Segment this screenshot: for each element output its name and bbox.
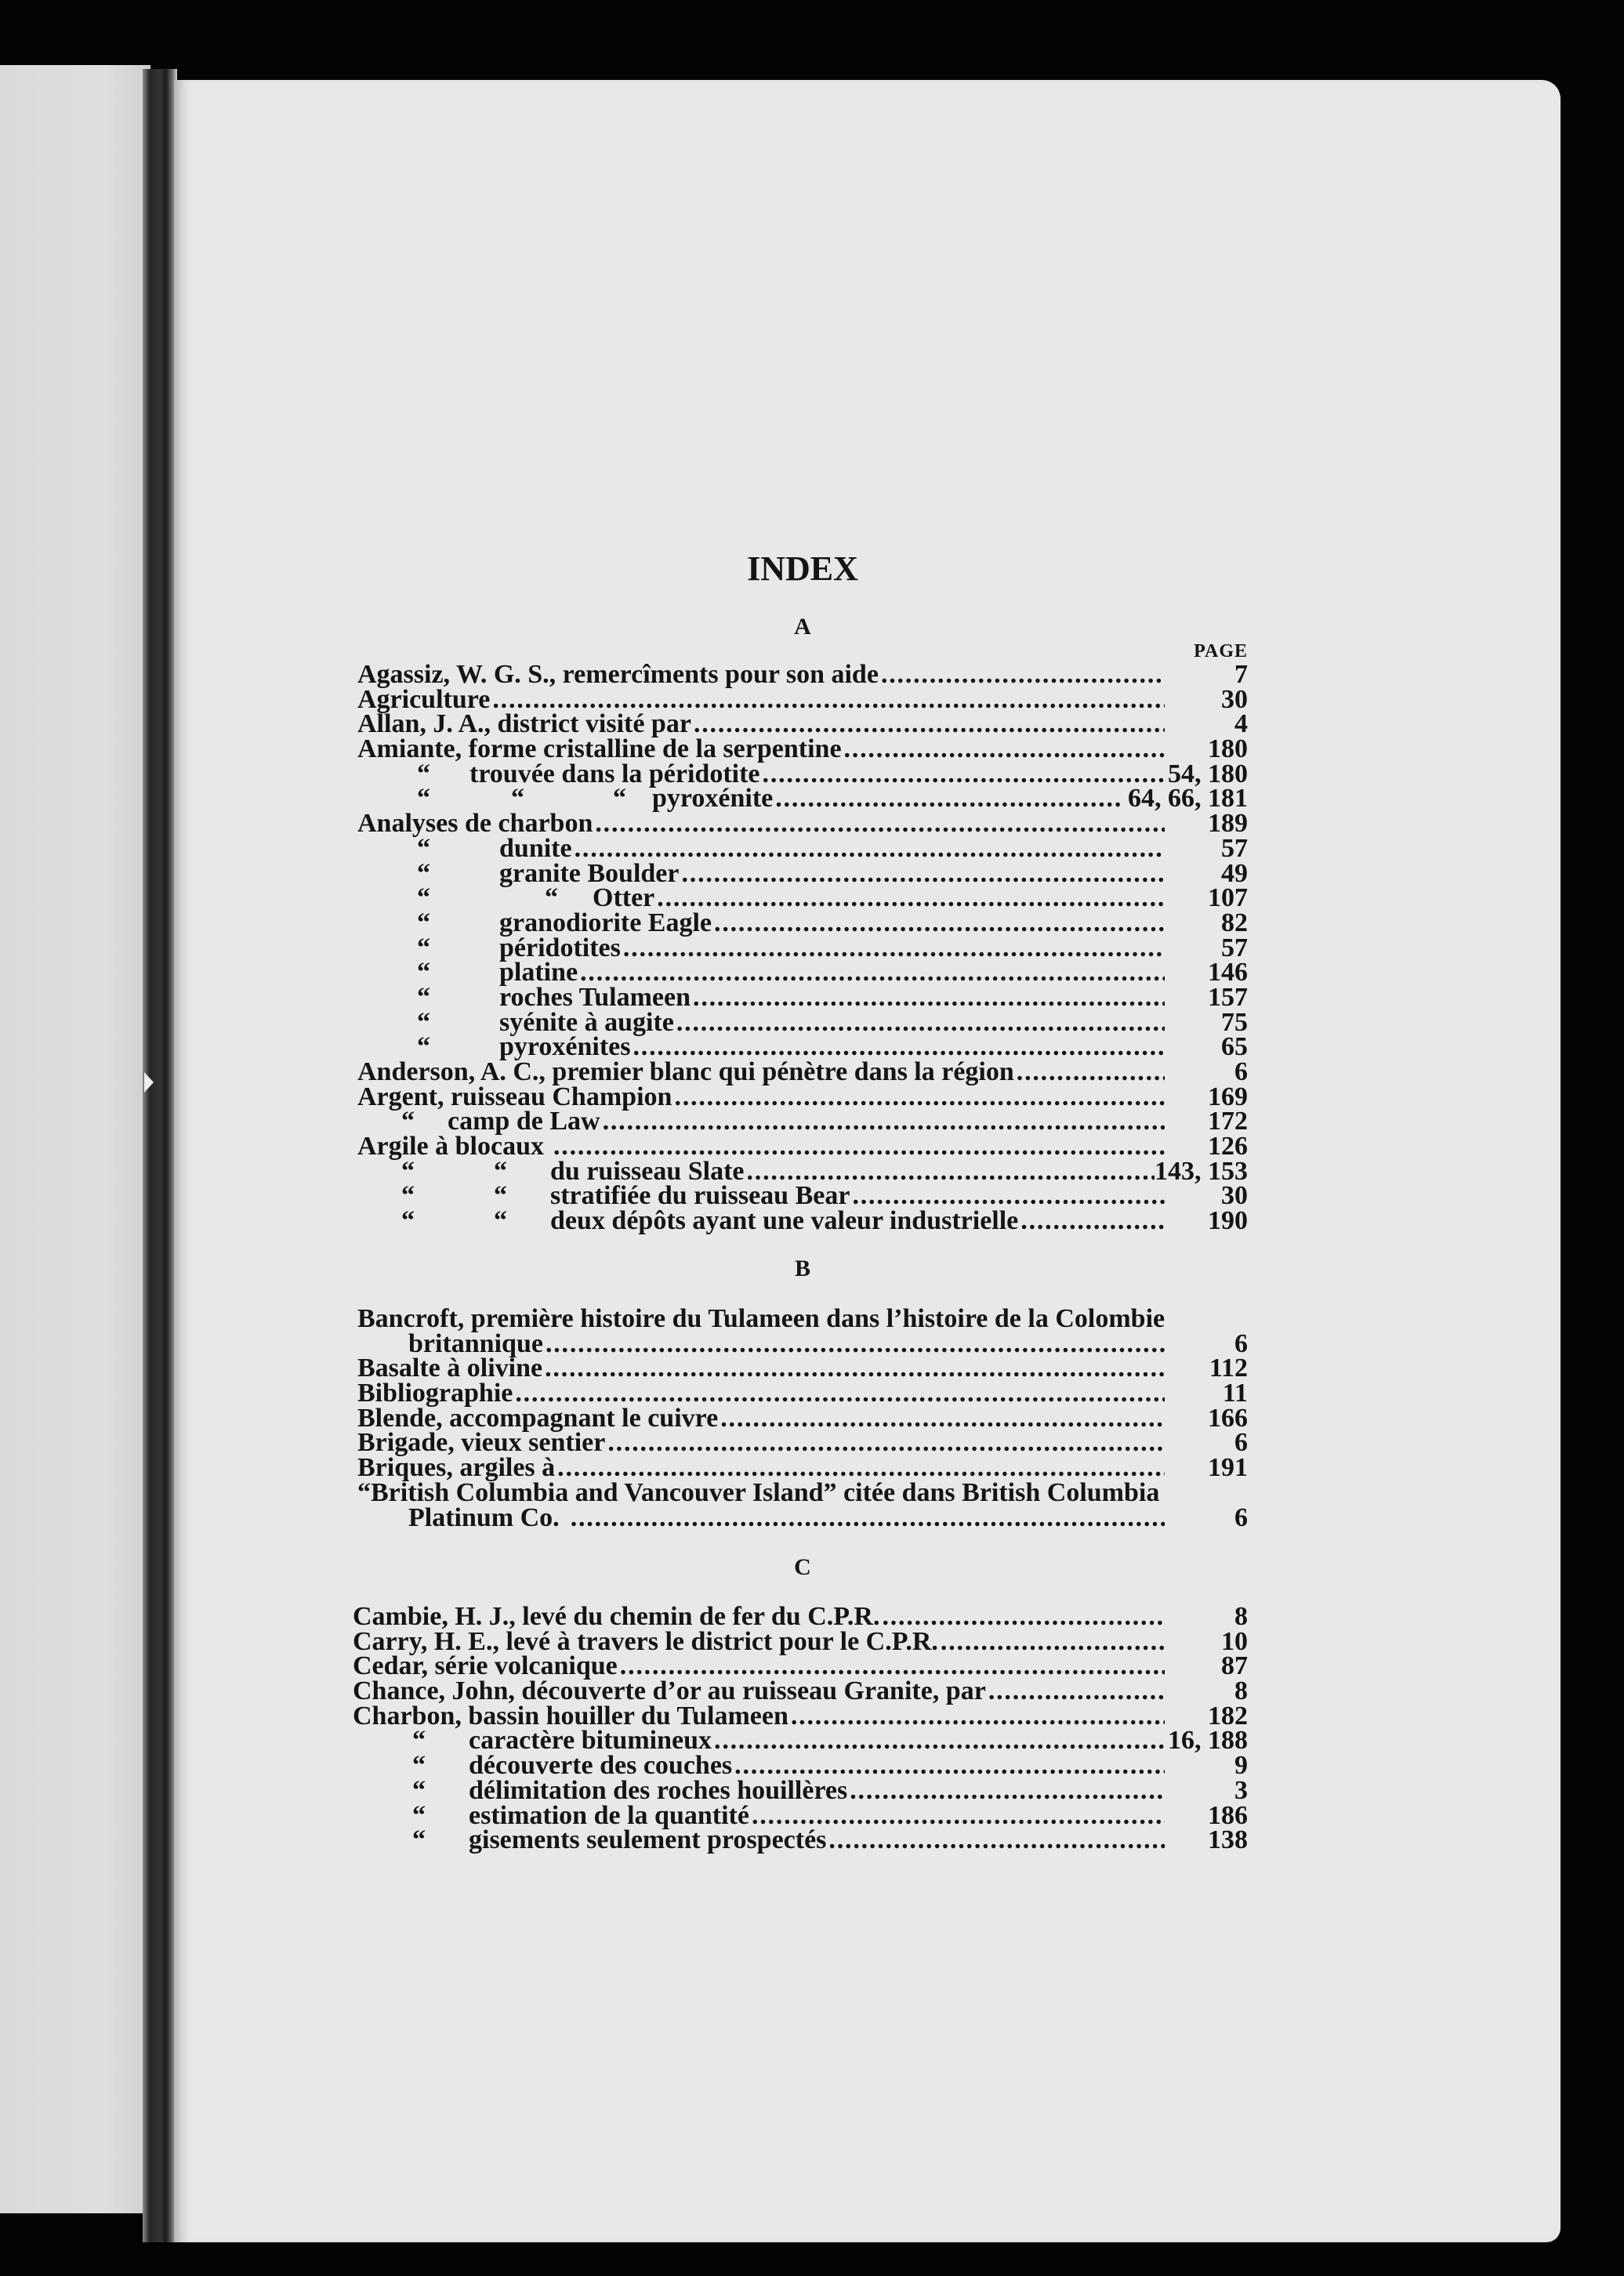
- page-reference: 138: [1208, 1825, 1248, 1855]
- entry-label: deux dépôts ayant une valeur industrielle: [550, 1206, 1019, 1236]
- dot-leader: [681, 861, 1165, 886]
- section-b-entries: [357, 1304, 1248, 1532]
- index-entry: [357, 1082, 1248, 1111]
- index-entry: [357, 1428, 1248, 1458]
- ditto-mark: “: [511, 784, 524, 814]
- index-subentry: [357, 982, 1248, 1012]
- index-subentry: [357, 1032, 1248, 1062]
- ditto-mark: “: [494, 1156, 507, 1186]
- page-reference: 146: [1208, 958, 1248, 988]
- index-entry: [353, 1651, 1248, 1681]
- page-reference: 112: [1209, 1354, 1248, 1383]
- page-reference: 54, 180: [1168, 759, 1248, 788]
- entry-label: Charbon, bassin houiller du Tulameen: [353, 1701, 788, 1731]
- page-reference: 87: [1221, 1651, 1248, 1681]
- ditto-mark: “: [417, 933, 430, 962]
- page-reference: 6: [1234, 1057, 1248, 1086]
- page-reference: 190: [1208, 1206, 1248, 1236]
- book-gutter: [143, 69, 177, 2242]
- entry-label: gisements seulement prospectés: [469, 1825, 827, 1855]
- ditto-mark: “: [401, 1206, 415, 1236]
- index-entry: [357, 1403, 1248, 1433]
- dot-leader: [852, 1183, 1165, 1209]
- entry-label-continuation: britannique: [408, 1328, 543, 1358]
- dot-leader: [752, 1803, 1165, 1828]
- page-reference: 64, 66, 181: [1128, 784, 1248, 814]
- section-letter-c: C: [794, 1554, 811, 1580]
- page-reference: 57: [1221, 933, 1248, 962]
- index-entry: [357, 684, 1248, 714]
- page-reference: 157: [1208, 982, 1248, 1012]
- ditto-mark: “: [412, 1825, 426, 1855]
- dot-leader: [623, 936, 1165, 961]
- entry-label: Agriculture: [357, 684, 491, 714]
- page-reference: 126: [1208, 1132, 1248, 1162]
- section-letter-a: A: [794, 614, 811, 640]
- index-entry: [353, 1701, 1248, 1731]
- page-reference: 189: [1208, 809, 1248, 839]
- ditto-mark: “: [545, 883, 558, 913]
- ditto-mark: “: [417, 833, 430, 863]
- index-subentry: [353, 1751, 1248, 1781]
- ditto-mark: “: [412, 1726, 426, 1756]
- entry-label: péridotites: [499, 933, 621, 962]
- entry-label: Argent, ruisseau Champion: [357, 1082, 672, 1111]
- ditto-mark: “: [417, 784, 430, 814]
- entry-label: dunite: [499, 833, 572, 863]
- entry-label: granite Boulder: [499, 858, 680, 888]
- ditto-mark: “: [401, 1156, 415, 1186]
- entry-label: camp de Law: [448, 1107, 600, 1136]
- ditto-mark: “: [417, 1032, 430, 1062]
- ditto-mark: “: [613, 784, 626, 814]
- dot-leader: [515, 1381, 1165, 1406]
- dot-leader: [633, 1035, 1165, 1060]
- dot-leader: [575, 836, 1165, 861]
- entry-label: découverte des couches: [469, 1751, 733, 1781]
- entry-label: Blende, accompagnant le cuivre: [357, 1403, 719, 1433]
- ditto-mark: “: [417, 858, 430, 888]
- dot-leader: [988, 1679, 1165, 1704]
- dot-leader: [492, 687, 1165, 712]
- entry-label: estimation de la quantité: [469, 1800, 749, 1830]
- entry-label: Bibliographie: [357, 1379, 513, 1408]
- index-subentry: [353, 1800, 1248, 1830]
- page-reference: 8: [1234, 1602, 1248, 1631]
- section-c-entries: [353, 1604, 1248, 1853]
- dot-leader: [553, 1134, 1165, 1159]
- entry-label: syénite à augite: [499, 1007, 674, 1037]
- page-reference: 107: [1208, 883, 1248, 913]
- index-entry-continuation: [357, 1328, 1248, 1358]
- facing-page-edge: [0, 65, 150, 2213]
- dot-leader: [881, 662, 1165, 687]
- dot-leader: [1017, 1060, 1165, 1085]
- entry-label: Analyses de charbon: [357, 809, 593, 839]
- dot-leader: [828, 1828, 1165, 1853]
- ditto-mark: “: [417, 883, 430, 913]
- section-a-entries: [357, 662, 1248, 1234]
- dot-leader: [941, 1629, 1165, 1654]
- page-reference: 9: [1234, 1751, 1248, 1781]
- dot-leader: [545, 1356, 1165, 1381]
- index-entry: [357, 1057, 1248, 1086]
- ditto-mark: “: [412, 1751, 426, 1781]
- entry-label: Argile à blocaux: [357, 1132, 544, 1162]
- entry-label: Brigade, vieux sentier: [357, 1428, 606, 1458]
- entry-label: roches Tulameen: [499, 982, 691, 1012]
- index-subentry: [353, 1775, 1248, 1805]
- entry-label: pyroxénite: [652, 784, 774, 814]
- ditto-mark: “: [401, 1181, 415, 1211]
- entry-label: Carry, H. E., levé à travers le district pour le C.P.R.: [353, 1626, 938, 1656]
- page-reference: 3: [1234, 1775, 1248, 1805]
- page-reference: 191: [1208, 1453, 1248, 1483]
- page-reference: 65: [1221, 1032, 1248, 1062]
- dot-leader: [571, 1506, 1165, 1531]
- index-entry: [357, 709, 1248, 739]
- index-entry: [353, 1604, 1248, 1629]
- dot-leader: [694, 712, 1165, 737]
- entry-label: Allan, J. A., district visité par: [357, 709, 691, 739]
- dot-leader: [844, 737, 1165, 762]
- page-reference: 4: [1234, 709, 1248, 739]
- dot-leader: [763, 762, 1165, 787]
- ditto-mark: “: [494, 1206, 507, 1236]
- page-reference: 30: [1221, 684, 1248, 714]
- index-subentry: [357, 1206, 1248, 1236]
- dot-leader: [603, 1109, 1165, 1134]
- ditto-mark: “: [417, 1007, 430, 1037]
- page-reference: 172: [1208, 1107, 1248, 1136]
- index-entry-continuation: [357, 1502, 1248, 1532]
- entry-label: Amiante, forme cristalline de la serpentine: [357, 734, 842, 764]
- dot-leader: [657, 886, 1165, 911]
- page-reference: 75: [1221, 1007, 1248, 1037]
- entry-label-continuation: Platinum Co.: [408, 1502, 560, 1532]
- entry-label: Otter: [593, 883, 655, 913]
- page-reference: 180: [1208, 734, 1248, 764]
- entry-label: du ruisseau Slate: [550, 1156, 745, 1186]
- entry-label: stratifiée du ruisseau Bear: [550, 1181, 850, 1211]
- entry-label: Briques, argiles à: [357, 1453, 556, 1483]
- index-subentry: [357, 759, 1248, 788]
- index-entry: [357, 1356, 1248, 1381]
- page-reference: 166: [1208, 1403, 1248, 1433]
- page-reference: 182: [1208, 1701, 1248, 1731]
- entry-label: Anderson, A. C., premier blanc qui pénètre dans la région: [357, 1057, 1014, 1086]
- index-subentry: [357, 883, 1248, 913]
- index-entry: [357, 734, 1248, 764]
- dot-leader: [775, 786, 1122, 811]
- entry-label: trouvée dans la péridotite: [469, 759, 760, 788]
- dot-leader: [674, 1085, 1165, 1110]
- page-reference: 6: [1234, 1328, 1248, 1358]
- page-reference: 11: [1222, 1379, 1248, 1408]
- index-entry: [357, 1453, 1248, 1483]
- entry-label: Cambie, H. J., levé du chemin de fer du C.P.R.: [353, 1602, 880, 1631]
- index-entry: [357, 809, 1248, 839]
- entry-label: Bancroft, première histoire du Tulameen dans l’histoire de la Colombie: [357, 1304, 1165, 1333]
- index-subentry: [357, 908, 1248, 937]
- dot-leader: [720, 1406, 1165, 1431]
- index-subentry: [357, 1007, 1248, 1037]
- page-reference: 8: [1234, 1676, 1248, 1706]
- dot-leader: [714, 911, 1165, 936]
- entry-label: Chance, John, découverte d’or au ruisseau Granite, par: [353, 1676, 986, 1706]
- dot-leader: [546, 1332, 1165, 1357]
- entry-label: Basalte à olivine: [357, 1354, 543, 1383]
- ditto-mark: “: [401, 1107, 415, 1136]
- page-reference: 57: [1221, 833, 1248, 863]
- index-entry: [357, 1304, 1248, 1333]
- dot-leader: [791, 1704, 1165, 1729]
- ditto-mark: “: [417, 908, 430, 937]
- entry-label: Agassiz, W. G. S., remercîments pour son aide: [357, 660, 879, 689]
- ditto-mark: “: [412, 1775, 426, 1805]
- entry-label: platine: [499, 958, 578, 988]
- entry-label: délimitation des roches houillères: [469, 1775, 848, 1805]
- entry-label: “British Columbia and Vancouver Island” citée dans British Columbia: [357, 1477, 1160, 1507]
- entry-label: granodiorite Eagle: [499, 908, 712, 937]
- ditto-mark: “: [417, 958, 430, 988]
- index-subentry: [357, 858, 1248, 888]
- index-subentry: [357, 1156, 1248, 1186]
- index-subentry: [353, 1726, 1248, 1756]
- page-column-header: PAGE: [1194, 641, 1248, 661]
- dot-leader: [882, 1604, 1165, 1629]
- index-entry: [353, 1626, 1248, 1656]
- dot-leader: [714, 1728, 1165, 1753]
- page-reference: 186: [1208, 1800, 1248, 1830]
- index-entry: [357, 1381, 1248, 1406]
- index-subentry: [357, 1109, 1248, 1134]
- dot-leader: [595, 811, 1165, 836]
- ditto-mark: “: [412, 1800, 426, 1830]
- ditto-mark: “: [417, 759, 430, 788]
- ditto-mark: “: [417, 982, 430, 1012]
- index-entry: [357, 662, 1248, 687]
- entry-label: pyroxénites: [499, 1032, 631, 1062]
- page-reference: 6: [1234, 1428, 1248, 1458]
- index-subentry: [357, 1183, 1248, 1209]
- entry-label: Cedar, série volcanique: [353, 1651, 618, 1681]
- dot-leader: [693, 985, 1165, 1010]
- dot-leader: [1020, 1209, 1165, 1234]
- dot-leader: [557, 1455, 1165, 1480]
- index-page: [174, 80, 1561, 2242]
- index-entry: [353, 1676, 1248, 1706]
- ditto-mark: “: [494, 1181, 507, 1211]
- entry-label: caractère bitumineux: [469, 1726, 712, 1756]
- dot-leader: [620, 1654, 1165, 1679]
- page-reference: 16, 188: [1168, 1726, 1248, 1756]
- dot-leader: [747, 1159, 1155, 1184]
- index-subentry: [357, 933, 1248, 962]
- dot-leader: [850, 1778, 1165, 1803]
- page-reference: 169: [1208, 1082, 1248, 1111]
- page-reference: 6: [1234, 1502, 1248, 1532]
- dot-leader: [607, 1430, 1165, 1455]
- page-reference: 10: [1221, 1626, 1248, 1656]
- page-reference: 7: [1234, 660, 1248, 689]
- page-reference: 30: [1221, 1181, 1248, 1211]
- page-reference: 143, 153: [1155, 1156, 1248, 1186]
- page-reference: 49: [1221, 858, 1248, 888]
- dot-leader: [580, 960, 1165, 985]
- index-entry: [357, 1132, 1248, 1162]
- index-subentry: [357, 958, 1248, 988]
- index-entry: [357, 1477, 1248, 1507]
- page-reference: 82: [1221, 908, 1248, 937]
- dot-leader: [676, 1010, 1165, 1035]
- page-title: INDEX: [747, 549, 858, 588]
- dot-leader: [734, 1753, 1165, 1778]
- index-subentry: [353, 1825, 1248, 1855]
- index-subentry: [357, 784, 1248, 814]
- index-subentry: [357, 833, 1248, 863]
- section-letter-b: B: [794, 1256, 810, 1281]
